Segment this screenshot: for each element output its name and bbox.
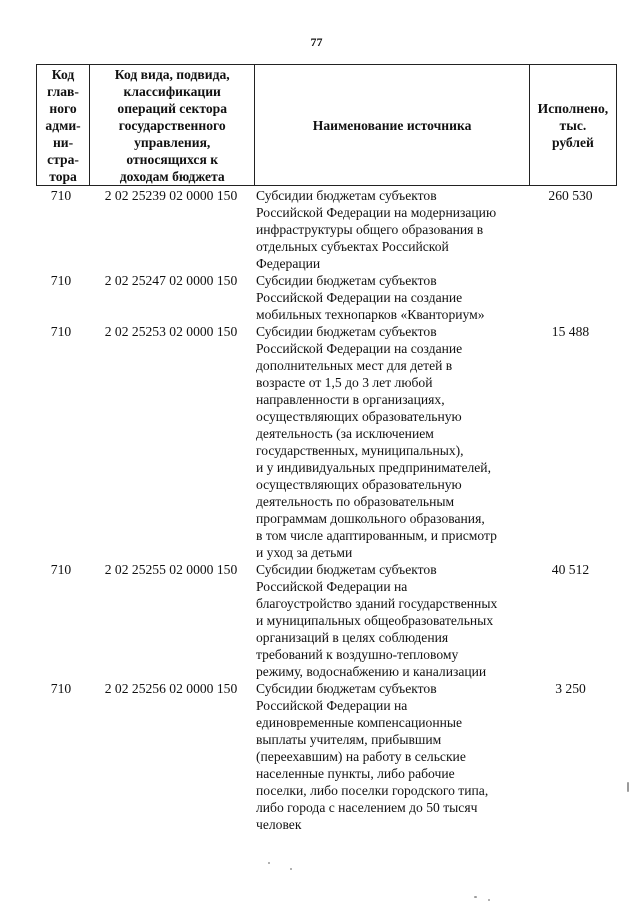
header-row: [37, 65, 617, 186]
budget-table-header: [36, 64, 617, 186]
table-row: [36, 323, 617, 561]
classification-code-cell: 2 02 25247 02 0000 150: [104, 273, 238, 288]
scan-speck: [268, 862, 270, 864]
admin-code-cell: 710: [50, 188, 72, 203]
admin-code-cell: 710: [50, 324, 72, 339]
source-name-cell: Субсидии бюджетам субъектов Российской Федерации на модернизацию инфраструктуры общего образования в отдельных субъектах Российской Федерации: [256, 188, 497, 271]
admin-code-cell: 710: [50, 562, 72, 577]
scan-speck: [290, 868, 292, 870]
source-name-cell: Субсидии бюджетам субъектов Российской Федерации на благоустройство зданий государственных и муниципальных общеобразовательных организаций в целях соблюдения требований к воздушно-тепловому режиму, водоснабжению и канализации: [256, 562, 498, 679]
executed-amount-cell: 40 512: [551, 562, 590, 577]
page-number: 77: [310, 35, 323, 49]
header-executed: Исполнено, тыс. рублей: [529, 65, 616, 186]
classification-code-cell: 2 02 25253 02 0000 150: [104, 324, 238, 339]
scan-speck: [488, 899, 490, 901]
scan-speck: [627, 782, 629, 792]
header-kind-code: Код вида, подвида, классификации операций сектора государственного управления, относящихся к доходам бюджета: [90, 65, 255, 186]
classification-code-cell: 2 02 25239 02 0000 150: [104, 188, 238, 203]
header-source-name: Наименование источника: [255, 65, 529, 186]
source-name-cell: Субсидии бюджетам субъектов Российской Федерации на создание мобильных технопарков «Кванториум»: [256, 273, 485, 322]
source-name-cell: Субсидии бюджетам субъектов Российской Федерации на создание дополнительных мест для детей в возрасте от 1,5 до 3 лет любой направленности в организациях, осуществляющих образовательную деятельность (за исключением государственных, муниципальных), и у индивидуальных предпринимателей, осуществляющих образовательную деятельность по образовательным программам дошкольного образования, в том числе адаптированным, и присмотр и уход за детьми: [256, 324, 497, 560]
table-row: [36, 272, 617, 323]
executed-amount-cell: 260 530: [548, 188, 593, 203]
executed-amount-cell: 15 488: [551, 324, 590, 339]
admin-code-cell: 710: [50, 273, 72, 288]
table-row: [36, 561, 617, 680]
executed-amount-cell: 3 250: [555, 681, 586, 696]
classification-code-cell: 2 02 25256 02 0000 150: [104, 681, 238, 696]
table-row: [36, 187, 617, 272]
source-name-cell: Субсидии бюджетам субъектов Российской Федерации на единовременные компенсационные выплаты учителям, прибывшим (переехавшим) на работу в сельские населенные пункты, либо рабочие поселки, либо поселки городского типа, либо города с населением до 50 тысяч человек: [256, 681, 489, 832]
classification-code-cell: 2 02 25255 02 0000 150: [104, 562, 238, 577]
table-row: [36, 680, 617, 833]
budget-table-body: [36, 187, 617, 833]
scan-speck: [474, 896, 477, 898]
admin-code-cell: 710: [50, 681, 72, 696]
header-admin-code: Код глав- ного адми- ни- стра- тора: [37, 65, 90, 186]
